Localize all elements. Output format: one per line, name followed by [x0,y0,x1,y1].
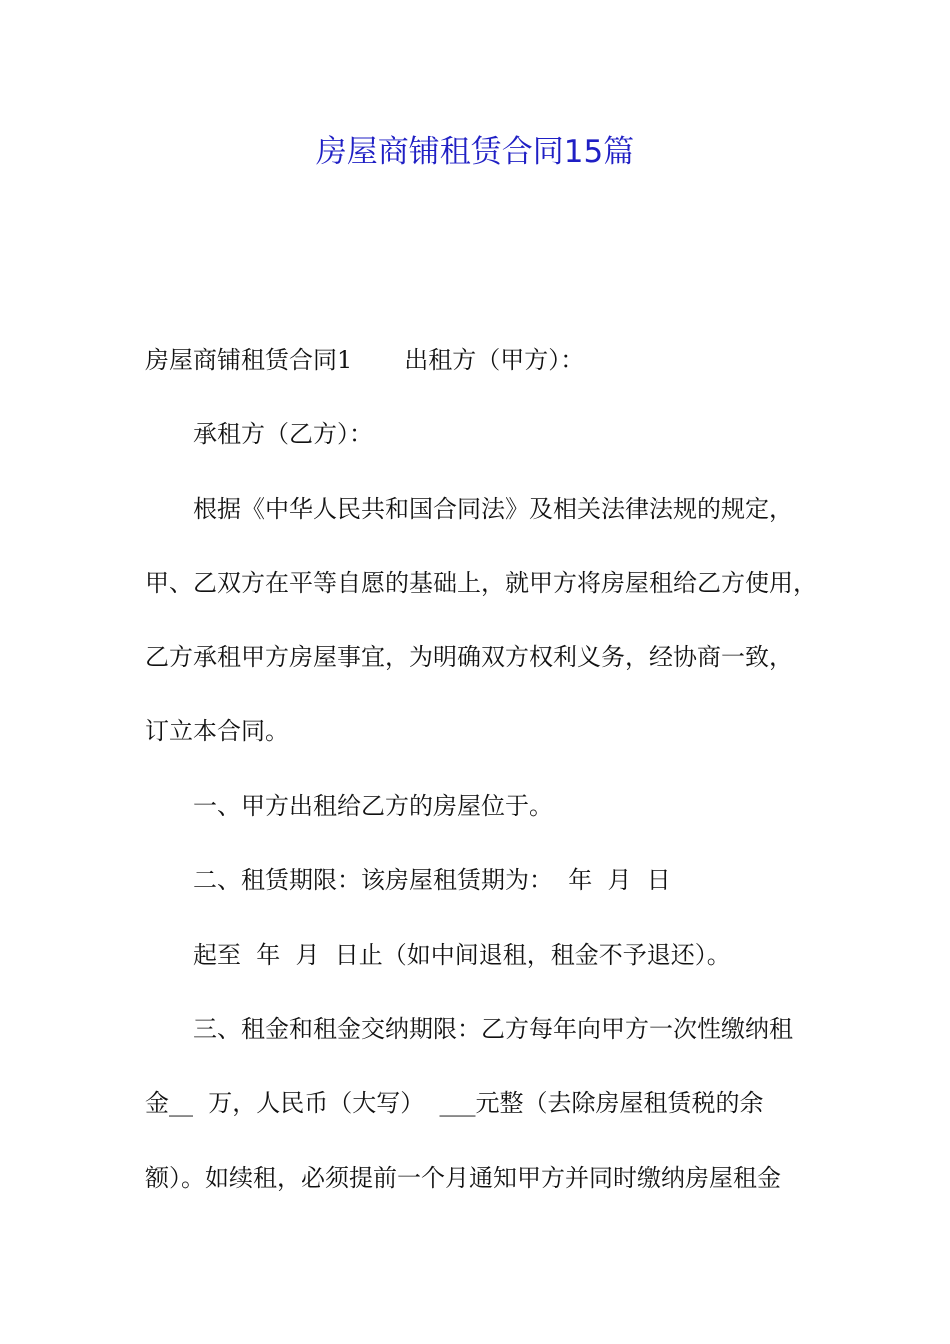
clause-three-continuation: 金__ 万，人民币（大写） ___元整（去除房屋租赁税的余 [145,1089,764,1117]
lessor-label: 出租方（甲方）： [404,346,585,374]
clause-two-continuation: 起至 年 月 日止（如中间退租，租金不予退还）。 [193,941,731,969]
paragraph-line: 订立本合同。 [145,717,289,745]
paragraph-line: 根据《中华人民共和国合同法》及相关法律法规的规定， [193,495,793,523]
clause-one-line: 一、甲方出租给乙方的房屋位于。 [193,792,553,820]
clause-two-line: 二、租赁期限：该房屋租赁期为： 年 月 日 [193,866,671,894]
paragraph-line: 乙方承租甲方房屋事宜，为明确双方权利义务，经协商一致， [145,643,793,671]
clause-three-continuation: 额）。如续租，必须提前一个月通知甲方并同时缴纳房屋租金 [145,1164,781,1192]
document-title: 房屋商铺租赁合同15篇 [315,134,635,170]
clause-three-line: 三、租金和租金交纳期限：乙方每年向甲方一次性缴纳租 [193,1015,793,1043]
contract-number-heading: 房屋商铺租赁合同1 [145,346,353,374]
lessee-label: 承租方（乙方）： [193,420,373,448]
contract-heading-line [145,340,584,380]
paragraph-line: 甲、乙双方在平等自愿的基础上，就甲方将房屋租给乙方使用， [145,569,817,597]
